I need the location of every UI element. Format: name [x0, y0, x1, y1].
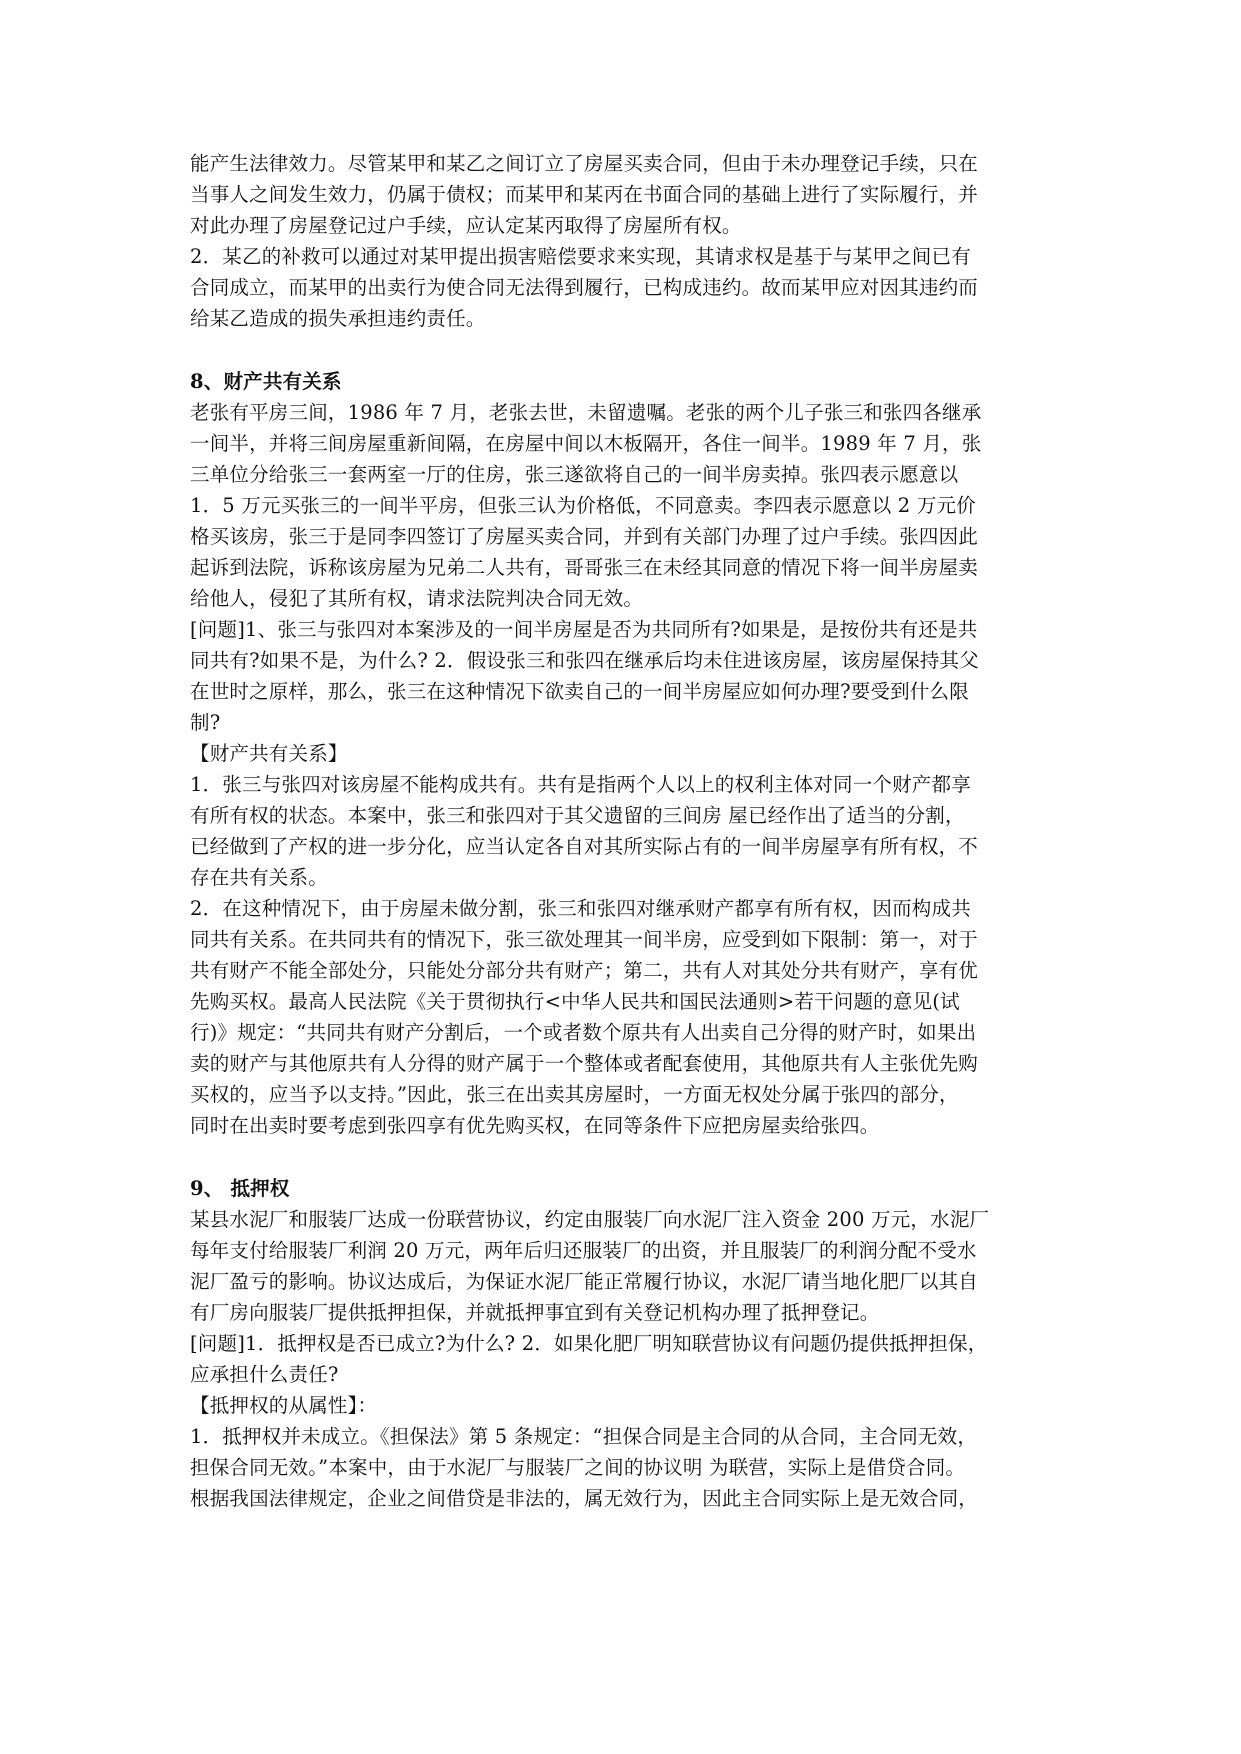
question-line: 应承担什么责任? — [190, 1363, 339, 1386]
text-line: 对此办理了房屋登记过户手续，应认定某丙取得了房屋所有权。 — [190, 214, 742, 237]
answer-line: 同共有关系。在共同共有的情况下，张三欲处理其一间半房，应受到如下限制：第一，对于 — [190, 928, 979, 951]
text-line: 2．某乙的补救可以通过对某甲提出损害赔偿要求来实现，其请求权是基于与某甲之间已有 — [190, 245, 971, 268]
text-line: 能产生法律效力。尽管某甲和某乙之间订立了房屋买卖合同，但由于未办理登记手续，只在 — [190, 152, 979, 175]
answer-line: 共有财产不能全部处分，只能处分部分共有财产；第二，共有人对其处分共有财产，享有优 — [190, 959, 979, 982]
answer-line: 有所有权的状态。本案中，张三和张四对于其父遗留的三间房 屋已经作出了适当的分割， — [190, 804, 965, 827]
continuation-paragraph — [190, 148, 1060, 334]
section-heading: 8、财产共有关系 — [190, 370, 342, 393]
answer-line: 根据我国法律规定，企业之间借贷是非法的，属无效行为，因此主合同实际上是无效合同， — [190, 1487, 979, 1510]
case-line: 某县水泥厂和服装厂达成一份联营协议，约定由服装厂向水泥厂注入资金 200 万元，水泥厂 — [190, 1208, 990, 1231]
text-line: 合同成立，而某甲的出卖行为使合同无法得到履行，已构成违约。故而某甲应对因其违约而 — [190, 276, 979, 299]
answer-line: 同时在出卖时要考虑到张四享有优先购买权，在同等条件下应把房屋卖给张四。 — [190, 1114, 880, 1137]
answer-line: 买权的，应当予以支持。”因此，张三在出卖其房屋时，一方面无权处分属于张四的部分， — [190, 1083, 959, 1106]
question-line: 在世时之原样，那么，张三在这种情况下欲卖自己的一间半房屋应如何办理?要受到什么限 — [190, 680, 969, 703]
case-line: 每年支付给服装厂利润 20 万元，两年后归还服装厂的出资，并且服装厂的利润分配不受水 — [190, 1239, 977, 1262]
section-8 — [190, 366, 1060, 1141]
answer-line: 存在共有关系。 — [190, 866, 328, 889]
case-line: 三单位分给张三一套两室一厅的住房，张三遂欲将自己的一间半房卖掉。张四表示愿意以 — [190, 463, 959, 486]
answer-line: 行)》规定：“共同共有财产分割后，一个或者数个原共有人出卖自己分得的财产时，如果出 — [190, 1021, 977, 1044]
answer-line: 卖的财产与其他原共有人分得的财产属于一个整体或者配套使用，其他原共有人主张优先购 — [190, 1052, 979, 1075]
answer-line: 1．抵押权并未成立。《担保法》第 5 条规定：“担保合同是主合同的从合同，主合同无效， — [190, 1425, 978, 1448]
answer-line: 先购买权。最高人民法院《关于贯彻执行<中华人民共和国民法通则>若干问题的意见(试 — [190, 990, 960, 1013]
section-9 — [190, 1173, 1060, 1514]
case-line: 老张有平房三间，1986 年 7 月，老张去世，未留遗嘱。老张的两个儿子张三和张四各继承 — [190, 401, 982, 424]
answer-title: 【抵押权的从属性】： — [190, 1394, 378, 1417]
text-line: 给某乙造成的损失承担违约责任。 — [190, 307, 486, 330]
text-line: 当事人之间发生效力，仍属于债权；而某甲和某丙在书面合同的基础上进行了实际履行，并 — [190, 183, 979, 206]
question-line: [问题]1．抵押权是否已成立?为什么? 2．如果化肥厂明知联营协议有问题仍提供抵押担保， — [190, 1332, 988, 1355]
question-line: [问题]1、张三与张四对本案涉及的一间半房屋是否为共同所有?如果是，是按份共有还是共 — [190, 618, 978, 641]
case-line: 一间半，并将三间房屋重新间隔，在房屋中间以木板隔开，各住一间半。1989 年 7 月，张 — [190, 432, 982, 455]
section-heading: 9、 抵押权 — [190, 1177, 290, 1200]
question-line: 同共有?如果不是，为什么? 2．假设张三和张四在继承后均未住进该房屋，该房屋保持其父 — [190, 649, 979, 672]
answer-line: 2．在这种情况下，由于房屋未做分割，张三和张四对继承财产都享有所有权，因而构成共 — [190, 897, 971, 920]
case-line: 格买该房，张三于是同李四签订了房屋买卖合同，并到有关部门办理了过户手续。张四因此 — [190, 525, 979, 548]
answer-line: 1．张三与张四对该房屋不能构成共有。共有是指两个人以上的权利主体对同一个财产都享 — [190, 773, 971, 796]
document-page — [190, 148, 1060, 1514]
case-line: 1．5 万元买张三的一间半平房，但张三认为价格低，不同意卖。李四表示愿意以 2 万元价 — [190, 494, 976, 517]
case-line: 起诉到法院，诉称该房屋为兄弟二人共有，哥哥张三在未经其同意的情况下将一间半房屋卖 — [190, 556, 979, 579]
case-line: 泥厂盈亏的影响。协议达成后，为保证水泥厂能正常履行协议，水泥厂请当地化肥厂以其自 — [190, 1270, 979, 1293]
answer-title: 【财产共有关系】 — [190, 742, 348, 765]
case-line: 有厂房向服装厂提供抵押担保，并就抵押事宜到有关登记机构办理了抵押登记。 — [190, 1301, 880, 1324]
question-line: 制? — [190, 711, 221, 734]
section-spacer — [190, 334, 1060, 366]
section-spacer — [190, 1141, 1060, 1173]
case-line: 给他人，侵犯了其所有权，请求法院判决合同无效。 — [190, 587, 644, 610]
answer-line: 已经做到了产权的进一步分化，应当认定各自对其所实际占有的一间半房屋享有所有权，不 — [190, 835, 979, 858]
answer-line: 担保合同无效。”本案中，由于水泥厂与服装厂之间的协议明 为联营，实际上是借贷合同。 — [190, 1456, 966, 1479]
